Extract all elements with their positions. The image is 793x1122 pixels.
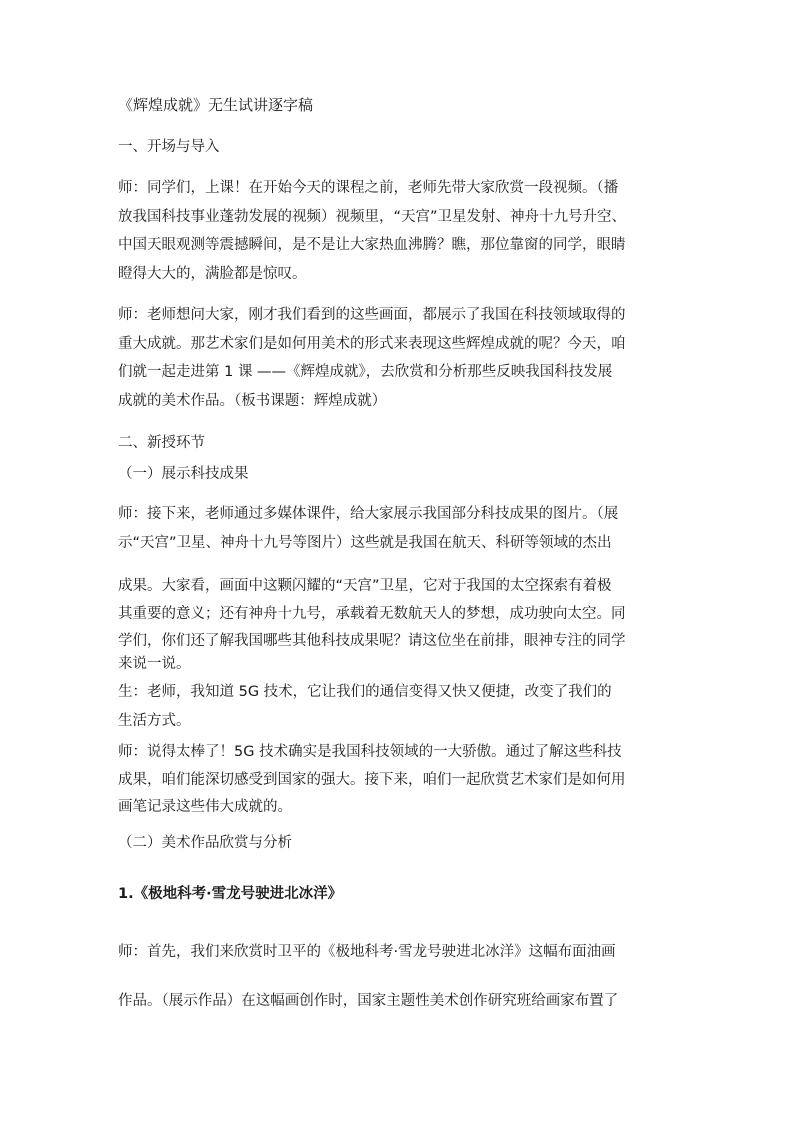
paragraph-line: 师：首先，我们来欣赏时卫平的《极地科考·雪龙号驶进北冰洋》这幅布面油画 [118,944,616,960]
paragraph-line: 中国天眼观测等震撼瞬间，是不是让大家热血沸腾？瞧，那位靠窗的同学，眼睛 [118,237,626,253]
paragraph-line: 成果。大家看，画面中这颗闪耀的“天宫”卫星，它对于我国的太空探索有着极 [118,578,612,594]
paragraph-line: 师：接下来，老师通过多媒体课件，给大家展示我国部分科技成果的图片。（展 [118,506,619,522]
paragraph-line: 其重要的意义；还有神舟十九号，承载着无数航天人的梦想，成功驶向太空。同 [118,606,626,622]
document-title: 《辉煌成就》无生试讲逐字稿 [118,96,314,114]
section-heading-intro: 一、开场与导入 [118,139,220,155]
paragraph-line: 学们，你们还了解我国哪些其他科技成果呢？请这位坐在前排，眼神专注的同学 [118,633,626,649]
paragraph-line: 示“天宫”卫星、神舟十九号等图片）这些就是我国在航天、科研等领域的杰出 [118,535,612,551]
subsection-heading-art-appreciation: （二）美术作品欣赏与分析 [118,835,292,851]
artwork-title: 1.《极地科考·雪龙号驶进北冰洋》 [118,886,343,902]
paragraph-line: 师：老师想问大家，刚才我们看到的这些画面，都展示了我国在科技领域取得的 [118,307,626,323]
student-answer-line: 生活方式。 [118,713,191,729]
section-heading-new-lesson: 二、新授环节 [118,435,205,451]
paragraph-line: 瞪得大大的，满脸都是惊叹。 [118,266,307,282]
paragraph-line: 来说一说。 [118,656,191,672]
paragraph-line: 画笔记录这些伟大成就的。 [118,799,292,815]
student-answer-line: 生：老师，我知道 5G 技术，它让我们的通信变得又快又便捷，改变了我们的 [118,684,612,700]
paragraph-line: 师：说得太棒了！5G 技术确实是我国科技领域的一大骄傲。通过了解这些科技 [118,744,622,760]
paragraph-line: 重大成就。那艺术家们是如何用美术的形式来表现这些辉煌成就的呢？今天，咱 [118,336,626,352]
paragraph-line: 们就一起走进第 1 课 ——《辉煌成就》，去欣赏和分析那些反映我国科技发展 [118,364,613,380]
paragraph-line: 放我国科技事业蓬勃发展的视频）视频里，“天宫”卫星发射、神舟十九号升空、 [118,209,627,225]
paragraph-line: 师：同学们，上课！在开始今天的课程之前，老师先带大家欣赏一段视频。（播 [118,180,619,196]
paragraph-line: 成果，咱们能深切感受到国家的强大。接下来，咱们一起欣赏艺术家们是如何用 [118,772,626,788]
paragraph-line: 作品。（展示作品）在这幅画创作时，国家主题性美术创作研究班给画家布置了 [118,993,619,1009]
paragraph-line: 成就的美术作品。（板书课题：辉煌成就） [118,393,387,409]
subsection-heading-tech-achievements: （一）展示科技成果 [118,466,249,482]
